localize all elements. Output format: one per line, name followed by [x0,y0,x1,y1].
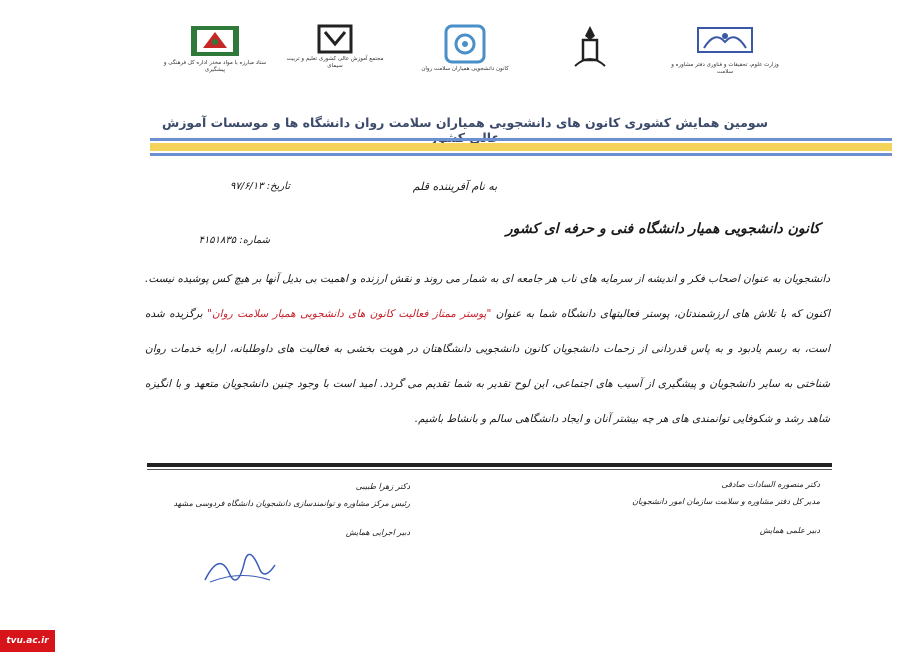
recipient-line: کانون دانشجویی همیار دانشگاه فنی و حرفه ای کشور [505,221,820,237]
letter-body [145,262,830,437]
logo-row [0,22,900,94]
university-emblem-icon [565,22,615,72]
association-logo [410,22,520,73]
conference-title: سومین همایش کشوری کانون های دانشجویی همیاران سلامت روان دانشگاه ها و موسسات آموزش [161,115,769,130]
body-text-part2: برگزیده شده است، به رسم یادبود و به پاس قدردانی از زحمات دانشجویان کانون دانشجویی دانشگاهتان در هویت بخشی به فعالیت های داوطلبانه، ارایه خدمات روان شناختی به سایر دانشجویان و پیشگیری از آسیب های اجتماعی، این لوح تقدیر به شما تقدیم می گردد. امید است با وجود چنین دانشجویان متعهد و با انگیزه شاهد رشد و شکوفایی توانمندی های هر چه بیشتر آنان و ایجاد دانشگاهی سالم و بانشاط باشیم. [145,308,831,425]
association-caption: کانون دانشجویی همیاران سلامت روان [421,66,509,72]
signature-left-position: رئیس مرکز مشاوره و توانمندسازی دانشجویان دانشگاه فردوسی مشهد [173,499,410,508]
signature-divider [147,463,832,467]
header-stripe-top [150,138,892,141]
site-badge: tvu.ac.ir [0,630,55,652]
ministry-logo [670,22,780,76]
bismillah-heading: به نام آفریننده قلم [412,180,498,193]
letter-date: تاریخ: ۹۷/۶/۱۳ [229,181,290,192]
association-emblem-icon [440,22,490,66]
handwritten-signature-icon [200,540,280,590]
signature-right-position: مدیر کل دفتر مشاوره و سلامت سازمان امور دانشجویان [632,497,820,506]
header-stripe-bottom [150,153,892,156]
body-text-part1: دانشجویان به عنوان اصحاب فکر و اندیشه از سرمایه های ناب هر جامعه ای به شمار می روند و نقش ارزنده و اهمیت بی بدیل آنها بر هیچ کس پوشیده نیست. اکنون که با تلاش های ارزشمندتان، پوستر فعالیتهای دانشگاه شما به عنوان [145,273,830,320]
ministry-caption: وزارت علوم، تحقیقات و فناوری دفتر مشاوره و سلامت [671,62,779,75]
complex-logo [280,22,390,70]
signature-left-role: دبیر اجرایی همایش [345,528,410,537]
signature-right-name: دکتر منصوره السادات صادقی [721,480,820,489]
header-stripe-yellow [150,143,892,151]
signature-divider-thin [147,469,832,470]
complex-emblem-icon [313,22,357,56]
signature-right-role: دبیر علمی همایش [759,526,820,535]
drug-control-logo [160,22,270,74]
complex-caption: مجتمع آموزش عالی کشوری تعلیم و تربیت سیمای [286,56,384,69]
university-logo [535,22,645,72]
body-highlight: "پوستر ممتاز فعالیت کانون های دانشجویی همیار سلامت روان" [207,308,492,320]
ministry-emblem-icon [690,22,760,62]
signature-left-name: دکتر زهرا طبیبی [355,482,410,491]
drug-control-caption: ستاد مبارزه با مواد مخدر اداره کل فرهنگی و پیشگیری [163,60,267,73]
signature-left [150,482,410,537]
signature-right [600,480,820,535]
letter-number: شماره: ۴۱۵۱۸۳۵ [198,235,270,246]
drug-control-emblem-icon [185,22,245,60]
